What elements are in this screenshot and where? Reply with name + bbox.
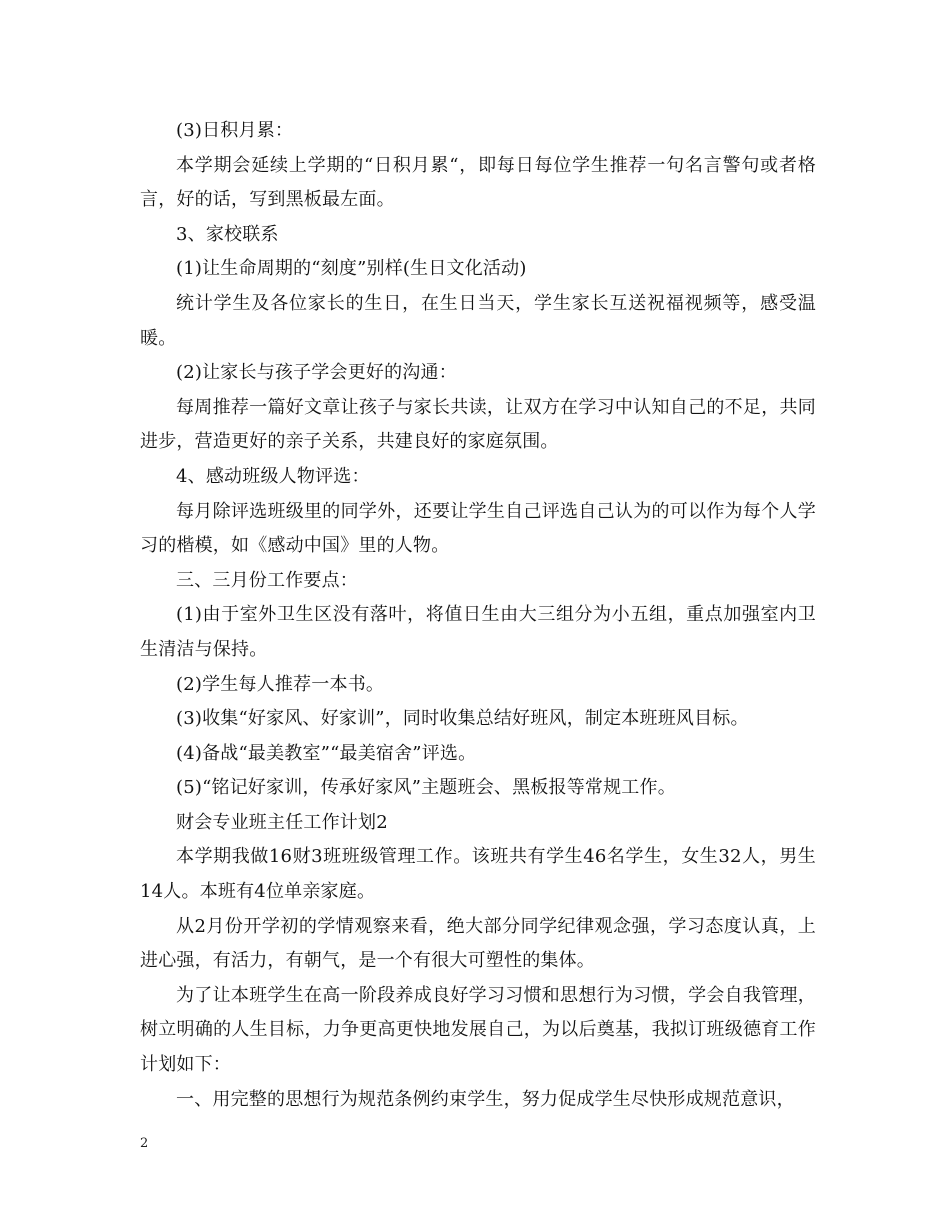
page-number: 2 (140, 1136, 149, 1151)
paragraph: (2)让家长与孩子学会更好的沟通： (176, 362, 457, 384)
paragraph: 本学期会延续上学期的“日积月累“，即每日每位学生推荐一句名言警句或者格言，好的话，写到黑板最左面。 (140, 154, 816, 211)
paragraph: 每周推荐一篇好文章让孩子与家长共读，让双方在学习中认知自己的不足，共同进步，营造更好的亲子关系，共建良好的家庭氛围。 (140, 396, 816, 453)
document-title: 财会专业班主任工作计划2 (176, 811, 388, 833)
list-item: (3)收集“好家风、好家训”，同时收集总结好班风，制定本班班风目标。 (176, 708, 749, 730)
list-item: (2)学生每人推荐一本书。 (176, 673, 385, 695)
paragraph: 本学期我做16财3班班级管理工作。该班共有学生46名学生，女生32人，男生14人。本班有4位单亲家庭。 (140, 846, 816, 903)
paragraph: 统计学生及各位家长的生日，在生日当天，学生家长互送祝福视频等，感受温暖。 (140, 292, 816, 349)
paragraph: 为了让本班学生在高一阶段养成良好学习习惯和思想行为习惯，学会自我管理，树立明确的人生目标，力争更高更快地发展自己，为以后奠基，我拟订班级德育工作计划如下： (140, 984, 816, 1076)
section-heading: 3、家校联系 (176, 223, 279, 245)
list-item: (5)“铭记好家训，传承好家风”主题班会、黑板报等常规工作。 (176, 777, 676, 799)
document-body (140, 114, 816, 1117)
paragraph: 从2月份开学初的学情观察来看，绝大部分同学纪律观念强，学习态度认真，上进心强，有活力，有朝气，是一个有很大可塑性的集体。 (140, 915, 816, 972)
paragraph: 每月除评选班级里的同学外，还要让学生自己评选自己认为的可以作为每个人学习的楷模，如《感动中国》里的人物。 (140, 500, 816, 557)
section-heading: 4、感动班级人物评选： (176, 465, 370, 487)
paragraph: (3)日积月累： (176, 120, 294, 141)
paragraph: 一、用完整的思想行为规范条例约束学生，努力促成学生尽快形成规范意识， (176, 1088, 795, 1110)
paragraph: (1)让生命周期的“刻度”别样(生日文化活动) (176, 258, 527, 280)
list-item: (1)由于室外卫生区没有落叶，将值日生由大三组分为小五组，重点加强室内卫生清洁与保持。 (140, 604, 816, 660)
section-heading: 三、三月份工作要点： (176, 569, 358, 591)
list-item: (4)备战“最美教室”“最美宿舍”评选。 (176, 742, 477, 764)
